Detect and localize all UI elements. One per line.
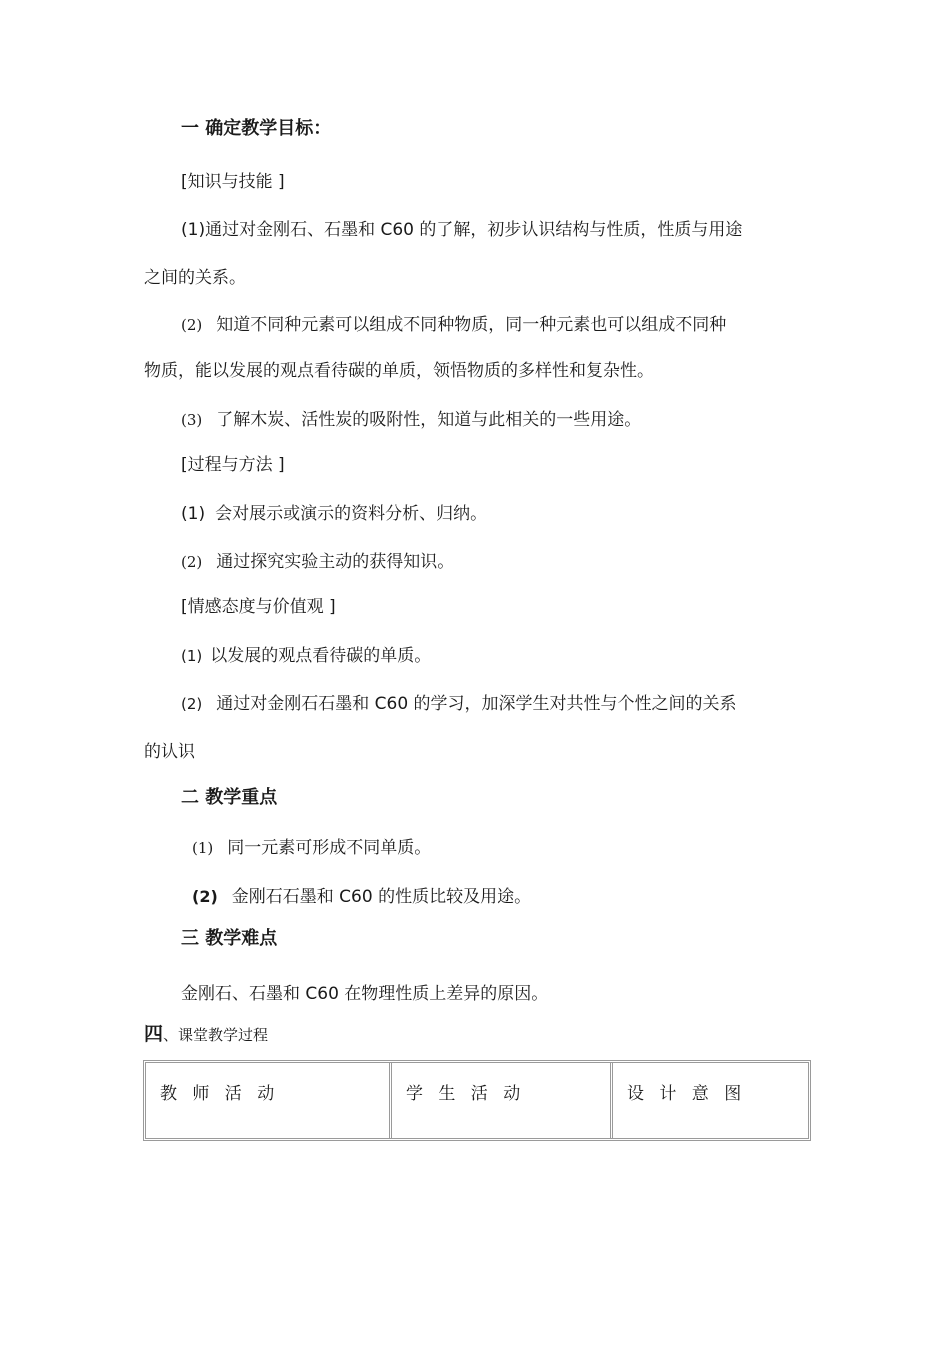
teaching-process-table bbox=[143, 1060, 811, 1141]
process-item2-num: (2) bbox=[181, 553, 203, 571]
keypoint-item1-text: 同一元素可形成不同单质。 bbox=[227, 838, 432, 858]
emotion-item1 bbox=[181, 644, 431, 668]
knowledge-item2-num: (2) bbox=[181, 316, 203, 334]
table-header-student-activity: 学 生 活 动 bbox=[392, 1063, 613, 1138]
emotion-item1-text: 以发展的观点看待碳的单质。 bbox=[210, 646, 432, 666]
process-item2 bbox=[181, 550, 454, 574]
difficulty-text: 金刚石、石墨和 C60 在物理性质上差异的原因。 bbox=[181, 984, 549, 1004]
emotion-label: [情感态度与价值观 ] bbox=[181, 597, 336, 617]
section2-title: 二 教学重点 bbox=[181, 787, 278, 808]
section1-title: 一 确定教学目标： bbox=[181, 118, 332, 139]
keypoint-item1-num: (1) bbox=[192, 839, 214, 857]
keypoint-item1 bbox=[192, 836, 431, 860]
emotion-item2-line1 bbox=[181, 692, 737, 716]
knowledge-item3-num: (3) bbox=[181, 411, 203, 429]
section4-title-num: 四 bbox=[144, 1023, 164, 1045]
emotion-item2-text: 通过对金刚石石墨和 C60 的学习，加深学生对共性与个性之间的关系 bbox=[216, 694, 737, 714]
table-header-teacher-activity: 教 师 活 动 bbox=[146, 1063, 392, 1138]
process-label: [过程与方法 ] bbox=[181, 455, 285, 475]
section4-title bbox=[144, 1022, 268, 1047]
process-item1-num: (1) bbox=[181, 504, 206, 524]
keypoint-item2-text: 金刚石石墨和 C60 的性质比较及用途。 bbox=[231, 887, 532, 907]
knowledge-item3-text: 了解木炭、活性炭的吸附性，知道与此相关的一些用途。 bbox=[216, 410, 642, 430]
keypoint-item2 bbox=[192, 885, 531, 909]
section3-title: 三 教学难点 bbox=[181, 928, 278, 949]
process-item1 bbox=[181, 502, 487, 526]
process-item1-text: 会对展示或演示的资料分析、归纳。 bbox=[215, 504, 488, 524]
process-item2-text: 通过探究实验主动的获得知识。 bbox=[216, 552, 455, 572]
knowledge-item2-text: 知道不同种元素可以组成不同种物质，同一种元素也可以组成不同种 bbox=[216, 315, 727, 335]
knowledge-item2-line1 bbox=[181, 313, 726, 337]
table-header-design-intent: 设 计 意 图 bbox=[627, 1084, 747, 1104]
knowledge-item2-line2: 物质，能以发展的观点看待碳的单质，领悟物质的多样性和复杂性。 bbox=[144, 361, 654, 381]
section4-title-text: 、课堂教学过程 bbox=[163, 1026, 269, 1044]
knowledge-item3 bbox=[181, 408, 641, 432]
keypoint-item2-num: (2) bbox=[192, 887, 218, 906]
emotion-item1-num: (1) bbox=[181, 647, 203, 665]
emotion-item2-line2: 的认识 bbox=[144, 742, 195, 762]
emotion-item2-num: (2) bbox=[181, 695, 203, 713]
knowledge-label: [知识与技能 ] bbox=[181, 172, 285, 192]
knowledge-item1-line2: 之间的关系。 bbox=[144, 268, 246, 288]
knowledge-item1-line1: (1)通过对金刚石、石墨和 C60 的了解，初步认识结构与性质，性质与用途 bbox=[181, 220, 743, 240]
